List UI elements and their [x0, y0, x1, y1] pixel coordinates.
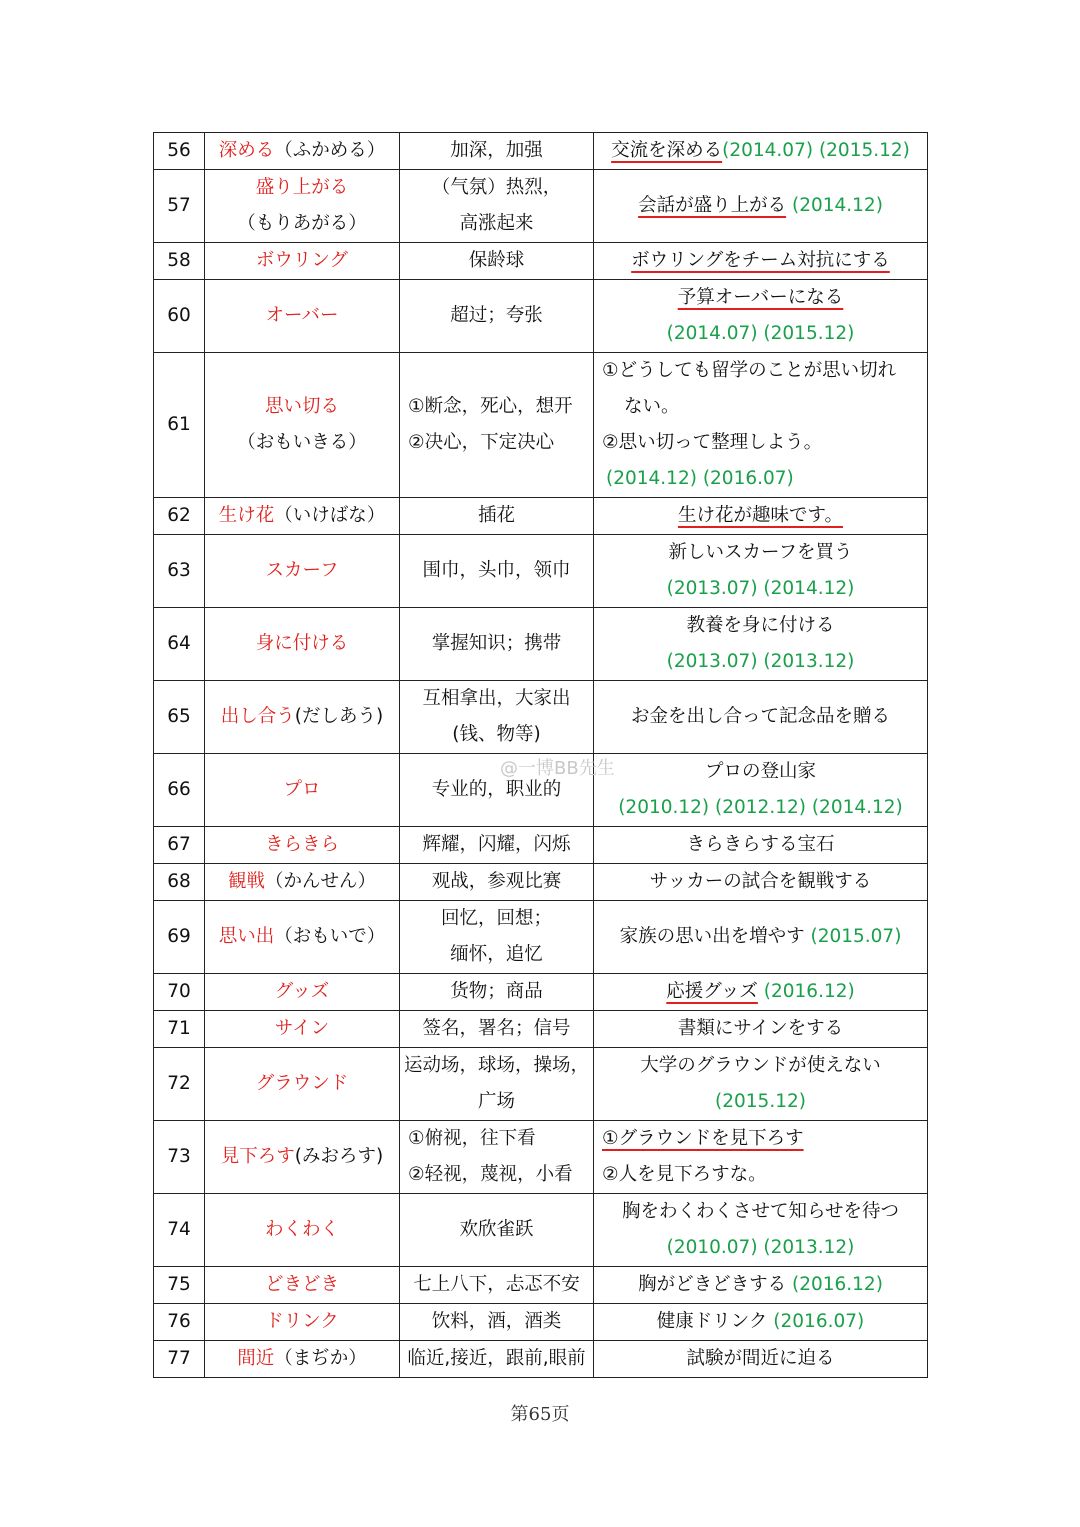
page-number: 第65页 — [510, 1404, 570, 1425]
word-cell — [205, 754, 400, 827]
row-number: 75 — [154, 1267, 205, 1304]
meaning: 高涨起来 — [459, 213, 534, 234]
word-cell — [205, 243, 400, 280]
word: 思い出 — [218, 926, 275, 947]
word-cell — [205, 608, 400, 681]
meaning: 辉耀，闪耀，闪烁 — [422, 834, 571, 855]
row-number: 70 — [154, 974, 205, 1011]
row-number: 62 — [154, 498, 205, 535]
meaning: ①俯视，往下看 — [408, 1128, 536, 1149]
meaning: 加深，加强 — [450, 140, 543, 161]
table-row — [154, 974, 928, 1011]
word: 間近 — [237, 1348, 275, 1369]
example: 予算オーバーになる — [677, 287, 844, 308]
word: きらきら — [264, 834, 339, 855]
example-line: ②人を見下ろすな。 — [602, 1164, 767, 1185]
meaning-cell — [400, 133, 594, 170]
word: 盛り上がる — [255, 177, 349, 198]
word-cell — [205, 827, 400, 864]
word-cell — [205, 901, 400, 974]
meaning: 超过；夸张 — [450, 305, 543, 326]
table-row — [154, 1194, 928, 1267]
meaning: 保龄球 — [468, 250, 525, 271]
exam-dates: (2016.07) — [773, 1311, 865, 1332]
reading: (だしあう) — [294, 706, 384, 727]
row-number: 69 — [154, 901, 205, 974]
word-cell — [205, 1267, 400, 1304]
meaning-cell — [400, 827, 594, 864]
meaning: 签名，署名；信号 — [422, 1018, 571, 1039]
word-cell — [205, 1011, 400, 1048]
example: 生け花が趣味です。 — [677, 505, 844, 526]
row-number: 67 — [154, 827, 205, 864]
row-number: 57 — [154, 170, 205, 243]
word: 見下ろす — [220, 1146, 295, 1167]
meaning-cell — [400, 535, 594, 608]
row-number: 65 — [154, 681, 205, 754]
example: 胸をわくわくさせて知らせを待つ — [622, 1201, 899, 1222]
table-row — [154, 1304, 928, 1341]
table-row — [154, 498, 928, 535]
meaning-cell — [400, 1341, 594, 1378]
exam-dates: (2015.07) — [810, 926, 902, 947]
word-cell — [205, 1341, 400, 1378]
meaning-cell — [400, 353, 594, 498]
example: 会話が盛り上がる — [638, 195, 787, 216]
example-cell — [594, 827, 928, 864]
word-cell — [205, 1121, 400, 1194]
word: わくわく — [264, 1219, 339, 1240]
table-row — [154, 1011, 928, 1048]
row-number: 68 — [154, 864, 205, 901]
meaning-cell — [400, 1304, 594, 1341]
exam-dates: (2010.12) (2012.12) (2014.12) — [618, 797, 903, 818]
word: ドリンク — [265, 1311, 339, 1332]
meaning-cell — [400, 901, 594, 974]
reading: （いけばな） — [274, 505, 386, 526]
meaning: 观战，参观比赛 — [431, 871, 562, 892]
watermark: @一博BB先生 — [500, 758, 615, 779]
row-number: 63 — [154, 535, 205, 608]
example-cell — [594, 280, 928, 353]
meaning: 插花 — [477, 505, 515, 526]
word-cell — [205, 1048, 400, 1121]
meaning-cell — [400, 864, 594, 901]
table-row — [154, 133, 928, 170]
example: プロの登山家 — [704, 761, 816, 782]
word: 観戦 — [227, 871, 265, 892]
row-number: 61 — [154, 353, 205, 498]
word-cell — [205, 864, 400, 901]
meaning-cell — [400, 1194, 594, 1267]
example-cell — [594, 681, 928, 754]
word-cell — [205, 974, 400, 1011]
example-cell — [594, 1304, 928, 1341]
row-number: 66 — [154, 754, 205, 827]
example: 教養を身に付ける — [686, 615, 835, 636]
meaning-cell — [400, 498, 594, 535]
example: 書類にサインをする — [677, 1018, 844, 1039]
example-cell — [594, 353, 928, 498]
example: 胸がどきどきする — [638, 1274, 787, 1295]
word-cell — [205, 1304, 400, 1341]
word-cell — [205, 280, 400, 353]
meaning: 欢欣雀跃 — [459, 1219, 534, 1240]
meaning-cell — [400, 280, 594, 353]
word: 思い切る — [264, 396, 339, 417]
reading: (みおろす) — [294, 1146, 384, 1167]
word-cell — [205, 681, 400, 754]
example-cell — [594, 1121, 928, 1194]
meaning-cell — [400, 243, 594, 280]
word: プロ — [283, 779, 321, 800]
meaning: (钱、物等) — [452, 724, 541, 745]
table-row — [154, 827, 928, 864]
meaning: 缅怀，追忆 — [450, 944, 543, 965]
word: オーバー — [265, 305, 339, 326]
reading: （おもいきる） — [237, 432, 367, 453]
meaning: 围巾，头巾，领巾 — [422, 560, 571, 581]
example: きらきらする宝石 — [686, 834, 835, 855]
example: お金を出し合って記念品を贈る — [630, 706, 890, 727]
example-cell — [594, 864, 928, 901]
row-number: 71 — [154, 1011, 205, 1048]
example-line: ない。 — [624, 396, 680, 417]
meaning: 临近,接近，跟前,眼前 — [407, 1348, 586, 1369]
example-cell — [594, 1194, 928, 1267]
exam-dates: (2014.07) (2015.12) — [722, 140, 910, 161]
table-row — [154, 243, 928, 280]
word-cell — [205, 353, 400, 498]
reading: （ふかめる） — [274, 140, 386, 161]
meaning-cell — [400, 1267, 594, 1304]
table-row — [154, 608, 928, 681]
table-row — [154, 353, 928, 498]
word: サイン — [274, 1018, 330, 1039]
example-cell — [594, 498, 928, 535]
example-line: ①どうしても留学のことが思い切れ — [602, 360, 897, 381]
example: 試験が間近に迫る — [686, 1348, 835, 1369]
table-row — [154, 681, 928, 754]
example: 交流を深める — [611, 140, 723, 161]
meaning: 饮料，酒，酒类 — [431, 1311, 562, 1332]
example: 応援グッズ — [666, 981, 758, 1002]
table-row — [154, 1267, 928, 1304]
example: 健康ドリンク — [656, 1311, 768, 1332]
meaning-cell — [400, 681, 594, 754]
table-row — [154, 280, 928, 353]
example-cell — [594, 133, 928, 170]
table-row — [154, 535, 928, 608]
meaning: 互相拿出，大家出 — [422, 688, 571, 709]
example-cell — [594, 974, 928, 1011]
word-cell — [205, 133, 400, 170]
word-cell — [205, 170, 400, 243]
meaning-cell — [400, 1011, 594, 1048]
table-row — [154, 170, 928, 243]
reading: （かんせん） — [265, 871, 377, 892]
word: 生け花 — [218, 505, 275, 526]
row-number: 72 — [154, 1048, 205, 1121]
example-line: ②思い切って整理しよう。 — [602, 432, 823, 453]
meaning-cell — [400, 1121, 594, 1194]
example-cell — [594, 1341, 928, 1378]
example-cell — [594, 1011, 928, 1048]
example-cell — [594, 1048, 928, 1121]
meaning-cell — [400, 170, 594, 243]
row-number: 76 — [154, 1304, 205, 1341]
word: 出し合う — [220, 706, 295, 727]
row-number: 58 — [154, 243, 205, 280]
meaning: ②决心，下定决心 — [408, 432, 555, 453]
example-cell — [594, 243, 928, 280]
word: スカーフ — [265, 560, 339, 581]
exam-dates: (2010.07) (2013.12) — [666, 1237, 855, 1258]
meaning-cell — [400, 974, 594, 1011]
example: 新しいスカーフを買う — [668, 542, 853, 563]
meaning: 七上八下，忐忑不安 — [413, 1274, 580, 1295]
meaning: （气氛）热烈， — [431, 177, 562, 198]
exam-dates: (2015.12) — [715, 1091, 806, 1112]
table-row — [154, 1048, 928, 1121]
example-cell — [594, 901, 928, 974]
table-row — [154, 901, 928, 974]
table-row — [154, 1341, 928, 1378]
exam-dates: (2016.12) — [763, 981, 855, 1002]
meaning: 掌握知识；携带 — [431, 633, 562, 654]
word: 深める — [218, 140, 275, 161]
example-cell — [594, 170, 928, 243]
example: ボウリングをチーム対抗にする — [631, 250, 890, 271]
reading: （もりあがる） — [237, 213, 367, 234]
row-number: 77 — [154, 1341, 205, 1378]
exam-dates: (2016.12) — [791, 1274, 883, 1295]
row-number: 60 — [154, 280, 205, 353]
word-cell — [205, 1194, 400, 1267]
exam-dates: (2014.12) — [791, 195, 883, 216]
word: 身に付ける — [255, 633, 349, 654]
meaning: 货物；商品 — [450, 981, 543, 1002]
reading: （おもいで） — [274, 926, 386, 947]
example: 大学のグラウンドが使えない — [640, 1055, 881, 1076]
word: グッズ — [274, 981, 330, 1002]
example: 家族の思い出を増やす — [619, 926, 805, 947]
row-number: 73 — [154, 1121, 205, 1194]
row-number: 74 — [154, 1194, 205, 1267]
example-line: ①グラウンドを見下ろす — [602, 1128, 804, 1149]
table-row — [154, 1121, 928, 1194]
exam-dates: (2013.07) (2013.12) — [666, 651, 855, 672]
word: ボウリング — [255, 250, 349, 271]
row-number: 56 — [154, 133, 205, 170]
example: サッカーの試合を観戦する — [649, 871, 872, 892]
example-cell — [594, 535, 928, 608]
example-cell — [594, 1267, 928, 1304]
meaning: 运动场，球场，操场， — [404, 1055, 590, 1076]
exam-dates: (2013.07) (2014.12) — [666, 578, 855, 599]
meaning: 专业的，职业的 — [431, 779, 562, 800]
word-cell — [205, 535, 400, 608]
meaning: ①断念，死心，想开 — [408, 396, 573, 417]
word: どきどき — [264, 1274, 339, 1295]
example-cell — [594, 754, 928, 827]
exam-dates: (2014.12) (2016.07) — [606, 468, 794, 489]
row-number: 64 — [154, 608, 205, 681]
meaning-cell — [400, 1048, 594, 1121]
reading: （まぢか） — [274, 1348, 367, 1369]
meaning-cell — [400, 608, 594, 681]
word: グラウンド — [255, 1073, 349, 1094]
example-cell — [594, 608, 928, 681]
meaning: 回忆，回想； — [440, 908, 552, 929]
word-cell — [205, 498, 400, 535]
meaning: 广场 — [477, 1091, 515, 1112]
exam-dates: (2014.07) (2015.12) — [666, 323, 855, 344]
table-row — [154, 864, 928, 901]
meaning: ②轻视，蔑视，小看 — [408, 1164, 573, 1185]
